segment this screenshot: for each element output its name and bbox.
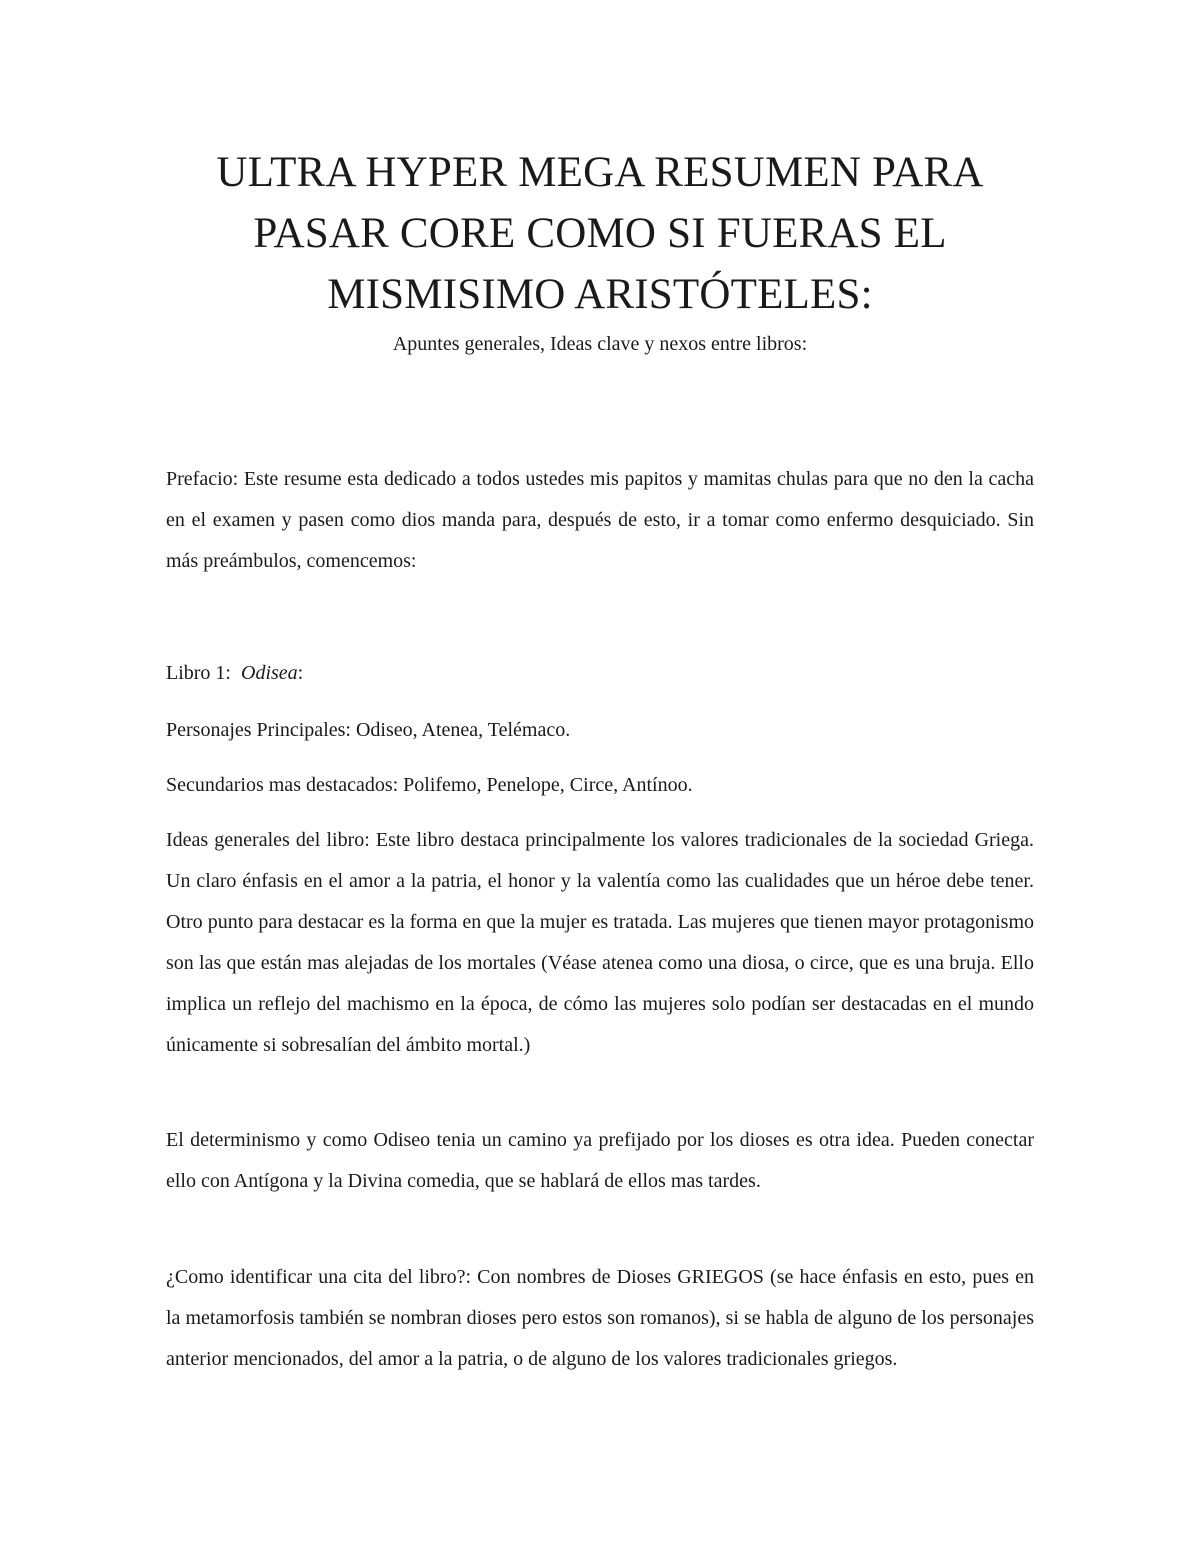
book1-suffix: : <box>297 662 304 684</box>
book1-general-ideas: Ideas generales del libro: Este libro destaca principalmente los valores tradicionales de la sociedad Griega. Un claro énfasis en el amor a la patria, el honor y la valentía como las cualidades que un héroe debe tener. Otro punto para destacar es la forma en que la mujer es tratada. Las mujeres que tienen mayor protagonismo son las que están mas alejadas de los mortales (Véase atenea como una diosa, o circe, que es una bruja. Ello implica un reflejo del machismo en la época, de cómo las mujeres solo podían ser destacadas en el mundo únicamente si sobresalían del ámbito mortal.) <box>166 829 1034 1056</box>
book1-main-characters: Personajes Principales: Odiseo, Atenea, Telémaco. <box>166 719 571 741</box>
book1-determinism: El determinismo y como Odiseo tenia un camino ya prefijado por los dioses es otra idea. Pueden conectar ello con Antígona y la Divina comedia, que se hablará de ellos mas tardes. <box>166 1129 1034 1192</box>
book1-label: Libro 1: <box>166 662 231 684</box>
book1-secondary-characters: Secundarios mas destacados: Polifemo, Penelope, Circe, Antínoo. <box>166 774 693 796</box>
book1-identify-quote: ¿Como identificar una cita del libro?: Con nombres de Dioses GRIEGOS (se hace énfasis en esto, pues en la metamorfosis también se nombran dioses pero estos son romanos), si se habla de alguno de los personajes anterior mencionados, del amor a la patria, o de alguno de los valores tradicionales griegos. <box>166 1266 1034 1370</box>
book1-heading <box>166 657 1034 689</box>
book1-name: Odisea <box>241 662 298 684</box>
document-title: ULTRA HYPER MEGA RESUMEN PARA PASAR CORE COMO SI FUERAS EL MISMISIMO ARISTÓTELES: <box>216 149 984 318</box>
preface-paragraph: Prefacio: Este resume esta dedicado a todos ustedes mis papitos y mamitas chulas para que no den la cacha en el examen y pasen como dios manda para, después de esto, ir a tomar como enfermo desquiciado. Sin más preámbulos, comencemos: <box>166 468 1034 572</box>
document-subtitle: Apuntes generales, Ideas clave y nexos entre libros: <box>392 333 808 355</box>
